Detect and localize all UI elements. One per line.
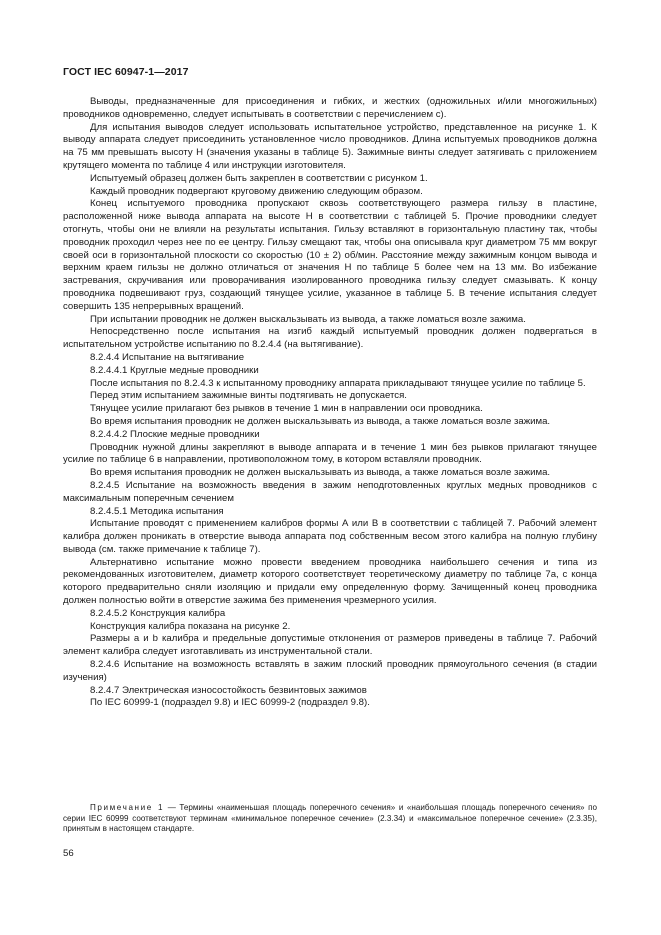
note: [63, 803, 597, 835]
paragraph: По IEC 60999-1 (подраздел 9.8) и IEC 60999-2 (подраздел 9.8).: [90, 697, 370, 709]
section-heading: 8.2.4.7 Электрическая износостойкость безвинтовых зажимов: [90, 684, 367, 696]
section-heading: 8.2.4.4 Испытание на вытягивание: [90, 351, 245, 363]
paragraph: Размеры a и b калибра и предельные допустимые отклонения от размеров приведены в таблице 7. Рабочий элемент калибра следует изготавливать из инструментальной стали.: [63, 633, 597, 658]
note-label: Примечание 1: [90, 803, 165, 812]
paragraph: Каждый проводник подвергают круговому движению следующим образом.: [90, 185, 423, 197]
paragraph: Во время испытания проводник не должен выскальзывать из вывода, а также ломаться возле зажима.: [90, 415, 551, 427]
section-heading: 8.2.4.6 Испытание на возможность вставлять в зажим плоский проводник прямоугольного сечения (в стадии изучения): [63, 659, 597, 683]
subsection-heading: 8.2.4.4.2 Плоские медные проводники: [90, 428, 260, 440]
paragraph: Тянущее усилие прилагают без рывков в течение 1 мин в направлении оси проводника.: [90, 403, 483, 415]
paragraph: Перед этим испытанием зажимные винты подтягивать не допускается.: [90, 390, 407, 402]
paragraph: Конец испытуемого проводника пропускают сквозь соответствующего размера гильзу в пластине, расположенной ниже вывода аппарата на высоте Н в соответствии с таблицей 5. Прочие проводники следует отогнуть, чтобы они не влияли на результаты испытания. Гильзу вставляют в горизонтальную пластину так, чтобы проводник проходил через нее по ее центру. Гильзу смещают так, чтобы она описывала круг диаметром 75 мм вокруг своей оси в горизонтальной плоскости со скоростью (10 ± 2) об/мин. Расстояние между зажимным концом вывода и верхним краем гильзы не должно отличаться от значения Н по таблице 5 более чем на 13 мм. Во избежание застревания, скручивания или проворачивания изолированного проводника гильзу следует смазывать. К концу проводника подвешивают груз, создающий тянущее усилие, указанное в таблице 5. В течение испытания следует совершить 135 непрерывных вращений.: [63, 198, 597, 312]
paragraph: Испытание проводят с применением калибров формы А или В в соответствии с таблицей 7. Рабочий элемент калибра должен проникать в отверстие вывода аппарата под собственным весом этого калибра на полную глубину вывода (см. также примечание к таблице 7).: [63, 518, 597, 555]
page-number: 56: [63, 848, 74, 859]
paragraph: Проводник нужной длины закрепляют в выводе аппарата и в течение 1 мин без рывков прилагают тянущее усилие по таблице 6 в направлении, противоположном тому, в котором вставляли проводник.: [63, 441, 597, 466]
paragraph: После испытания по 8.2.4.3 к испытанному проводнику аппарата прикладывают тянущее усилие по таблице 5.: [90, 377, 586, 389]
paragraph: Во время испытания проводник не должен выскальзывать из вывода, а также ломаться возле зажима.: [90, 467, 551, 479]
subsection-heading: 8.2.4.5.1 Методика испытания: [90, 505, 224, 517]
note-text: — Термины «наименьшая площадь поперечного сечения» и «наибольшая площадь поперечного сечения» по серии IEC 60999 соответствуют терминам «минимальное поперечное сечение» (2.3.34) и «максимальное поперечное сечение» (2.3.35), принятым в настоящем стандарте.: [63, 803, 597, 834]
subsection-heading: 8.2.4.4.1 Круглые медные проводники: [90, 364, 259, 376]
paragraph: При испытании проводник не должен выскальзывать из вывода, а также ломаться возле зажима.: [90, 313, 526, 325]
paragraph: Непосредственно после испытания на изгиб каждый испытуемый проводник должен подвергаться в испытательном устройстве испытанию по 8.2.4.4 (на вытягивание).: [63, 326, 597, 351]
paragraph: Испытуемый образец должен быть закреплен в соответствии с рисунком 1.: [90, 172, 428, 184]
body-text: [63, 96, 597, 710]
section-heading: 8.2.4.5 Испытание на возможность введения в зажим неподготовленных круглых медных проводников с максимальным поперечным сечением: [63, 479, 597, 504]
subsection-heading: 8.2.4.5.2 Конструкция калибра: [90, 607, 226, 619]
document-header: ГОСТ IEC 60947-1—2017: [63, 66, 189, 78]
paragraph: Выводы, предназначенные для присоединения и гибких, и жестких (одножильных и/или многожильных) проводников одновременно, следует испытывать в соответствии с перечислением с).: [63, 96, 597, 120]
paragraph: Для испытания выводов следует использовать испытательное устройство, представленное на рисунке 1. К выводу аппарата следует присоединить установленное число проводников. Длина испытуемых проводников должна на 75 мм превышать высоту Н (значения указаны в таблице 5). Зажимные винты следует затягивать с приложением крутящего момента по таблице 4 или инструкции изготовителя.: [63, 121, 597, 171]
paragraph: Конструкция калибра показана на рисунке 2.: [90, 620, 291, 632]
note-paragraph: [63, 803, 597, 835]
paragraph: Альтернативно испытание можно провести введением проводника наибольшего сечения и типа из рекомендованных изготовителем, диаметр которого соответствует теоретическому диаметру по таблице 7а, с конца которого предварительно сняли изоляцию и придали ему определенную форму. Зачищенный конец проводника должен полностью войти в отверстие зажима без применения чрезмерного усилия.: [63, 556, 597, 607]
